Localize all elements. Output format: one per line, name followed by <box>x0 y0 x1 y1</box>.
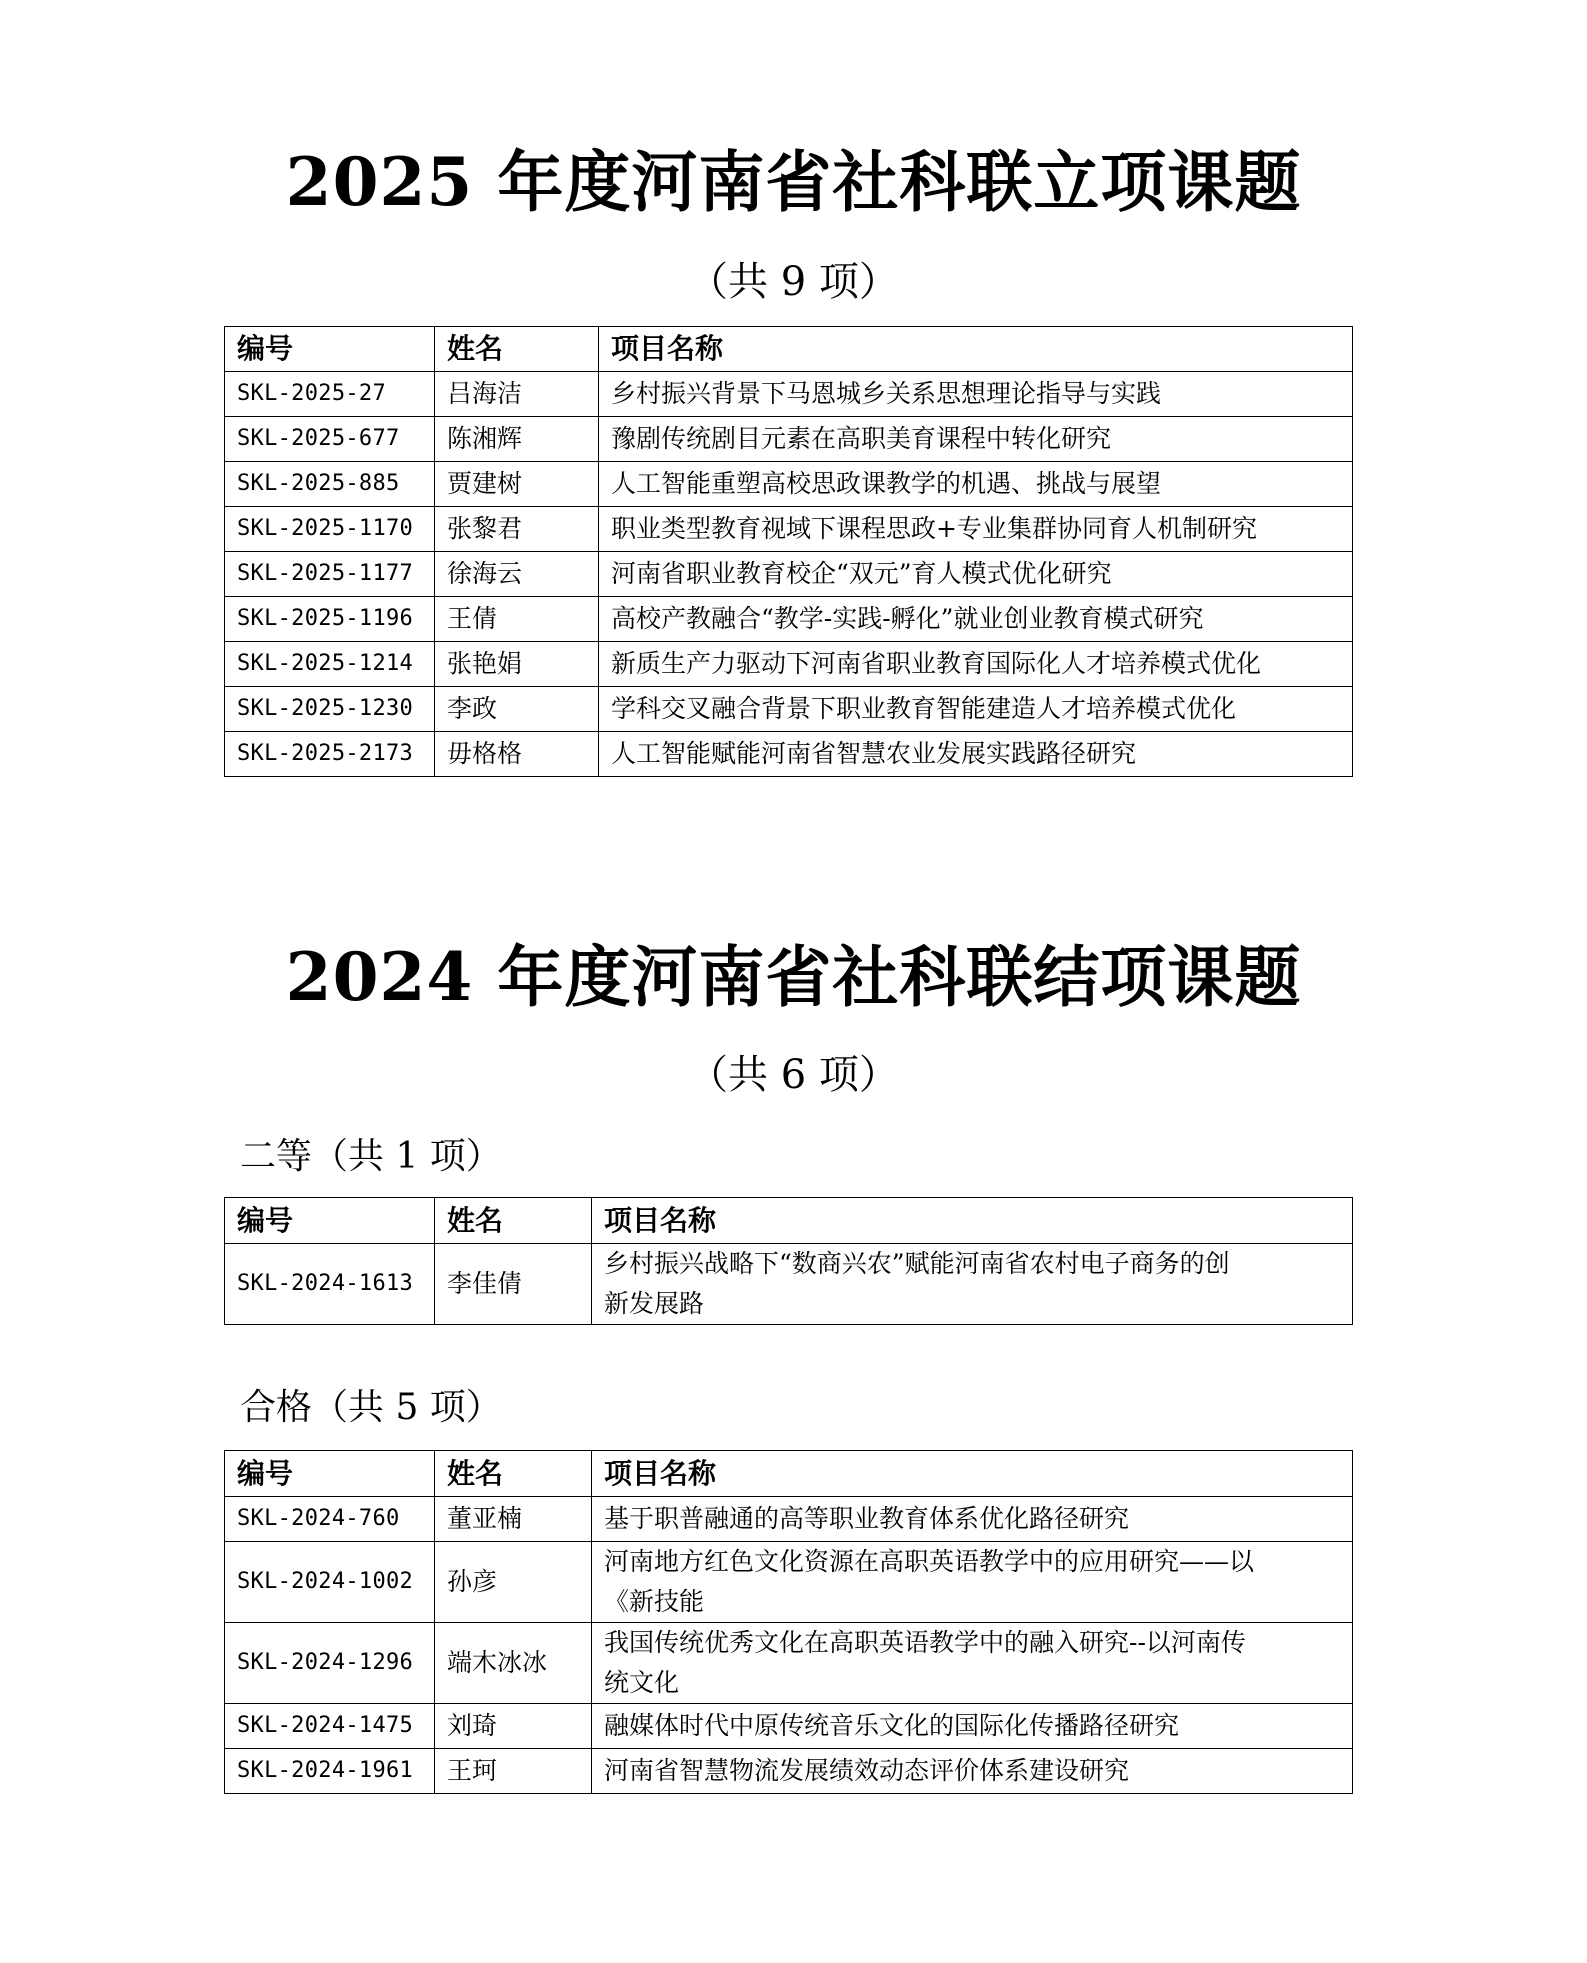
row-project: 乡村振兴背景下马恩城乡关系思想理论指导与实践 <box>599 372 1353 417</box>
row-project: 豫剧传统剧目元素在高职美育课程中转化研究 <box>599 417 1353 462</box>
row-name: 刘琦 <box>435 1704 592 1749</box>
row-project: 人工智能重塑高校思政课教学的机遇、挑战与展望 <box>599 462 1353 507</box>
row-project-line: 新发展路 <box>604 1289 705 1318</box>
row-name: 李佳倩 <box>435 1244 592 1325</box>
row-name: 端木冰冰 <box>435 1623 592 1704</box>
table-row <box>225 372 1353 417</box>
row-code: SKL-2024-1296 <box>225 1623 435 1704</box>
section1-title: 2025 年度河南省社科联立项课题 <box>285 143 1302 221</box>
row-project <box>592 1542 1353 1623</box>
row-code: SKL-2025-885 <box>225 462 435 507</box>
row-project-line: 《新技能 <box>604 1587 705 1616</box>
header-name: 姓名 <box>435 327 599 372</box>
header-code: 编号 <box>225 1198 435 1244</box>
table-row <box>225 732 1353 777</box>
row-name: 李政 <box>435 687 599 732</box>
row-code: SKL-2025-1170 <box>225 507 435 552</box>
section1-count: （共 9 项） <box>688 259 899 305</box>
row-code: SKL-2025-677 <box>225 417 435 462</box>
row-code: SKL-2025-1196 <box>225 597 435 642</box>
header-name: 姓名 <box>435 1198 592 1244</box>
table-row <box>225 552 1353 597</box>
row-project: 人工智能赋能河南省智慧农业发展实践路径研究 <box>599 732 1353 777</box>
row-code: SKL-2025-1214 <box>225 642 435 687</box>
row-name: 王倩 <box>435 597 599 642</box>
table-header-row <box>225 327 1353 372</box>
table-header-row <box>225 1451 1353 1497</box>
row-project: 新质生产力驱动下河南省职业教育国际化人才培养模式优化 <box>599 642 1353 687</box>
row-code: SKL-2024-1961 <box>225 1749 435 1794</box>
row-name: 吕海洁 <box>435 372 599 417</box>
row-code: SKL-2024-760 <box>225 1497 435 1542</box>
second-class-table <box>224 1197 1353 1325</box>
row-project <box>592 1623 1353 1704</box>
table-row <box>225 462 1353 507</box>
header-code: 编号 <box>225 1451 435 1497</box>
row-name: 陈湘辉 <box>435 417 599 462</box>
row-project-line: 我国传统优秀文化在高职英语教学中的融入研究--以河南传 <box>604 1628 1246 1657</box>
table-header-row <box>225 1198 1353 1244</box>
table-row <box>225 687 1353 732</box>
second-class-label: 二等（共 1 项） <box>240 1136 502 1177</box>
qualified-label: 合格（共 5 项） <box>240 1387 502 1428</box>
table-row <box>225 642 1353 687</box>
section2-title: 2024 年度河南省社科联结项课题 <box>285 938 1302 1016</box>
header-name: 姓名 <box>435 1451 592 1497</box>
section2-count: （共 6 项） <box>688 1052 899 1098</box>
row-project <box>592 1244 1353 1325</box>
row-name: 董亚楠 <box>435 1497 592 1542</box>
header-project: 项目名称 <box>592 1198 1353 1244</box>
header-project: 项目名称 <box>592 1451 1353 1497</box>
table-row <box>225 1497 1353 1542</box>
row-name: 孙彦 <box>435 1542 592 1623</box>
row-name: 张艳娟 <box>435 642 599 687</box>
row-name: 王珂 <box>435 1749 592 1794</box>
table-row <box>225 1542 1353 1623</box>
table-row <box>225 417 1353 462</box>
header-project: 项目名称 <box>599 327 1353 372</box>
row-project: 职业类型教育视域下课程思政+专业集群协同育人机制研究 <box>599 507 1353 552</box>
row-project: 融媒体时代中原传统音乐文化的国际化传播路径研究 <box>592 1704 1353 1749</box>
table-row <box>225 1244 1353 1325</box>
table-row <box>225 1704 1353 1749</box>
row-project-line: 统文化 <box>604 1668 680 1697</box>
table-row <box>225 507 1353 552</box>
row-project: 基于职普融通的高等职业教育体系优化路径研究 <box>592 1497 1353 1542</box>
row-code: SKL-2025-2173 <box>225 732 435 777</box>
row-project: 高校产教融合“教学-实践-孵化”就业创业教育模式研究 <box>599 597 1353 642</box>
qualified-table <box>224 1450 1353 1794</box>
approved-projects-table <box>224 326 1353 777</box>
row-project-line: 河南地方红色文化资源在高职英语教学中的应用研究——以 <box>604 1547 1255 1576</box>
row-code: SKL-2024-1475 <box>225 1704 435 1749</box>
row-project-line: 乡村振兴战略下“数商兴农”赋能河南省农村电子商务的创 <box>604 1249 1230 1278</box>
row-project: 河南省职业教育校企“双元”育人模式优化研究 <box>599 552 1353 597</box>
row-name: 徐海云 <box>435 552 599 597</box>
row-project: 河南省智慧物流发展绩效动态评价体系建设研究 <box>592 1749 1353 1794</box>
table-row <box>225 597 1353 642</box>
table-row <box>225 1749 1353 1794</box>
row-name: 张黎君 <box>435 507 599 552</box>
row-name: 毋格格 <box>435 732 599 777</box>
row-code: SKL-2024-1002 <box>225 1542 435 1623</box>
row-code: SKL-2025-1177 <box>225 552 435 597</box>
row-code: SKL-2025-1230 <box>225 687 435 732</box>
row-code: SKL-2025-27 <box>225 372 435 417</box>
header-code: 编号 <box>225 327 435 372</box>
row-name: 贾建树 <box>435 462 599 507</box>
table-row <box>225 1623 1353 1704</box>
row-project: 学科交叉融合背景下职业教育智能建造人才培养模式优化 <box>599 687 1353 732</box>
row-code: SKL-2024-1613 <box>225 1244 435 1325</box>
